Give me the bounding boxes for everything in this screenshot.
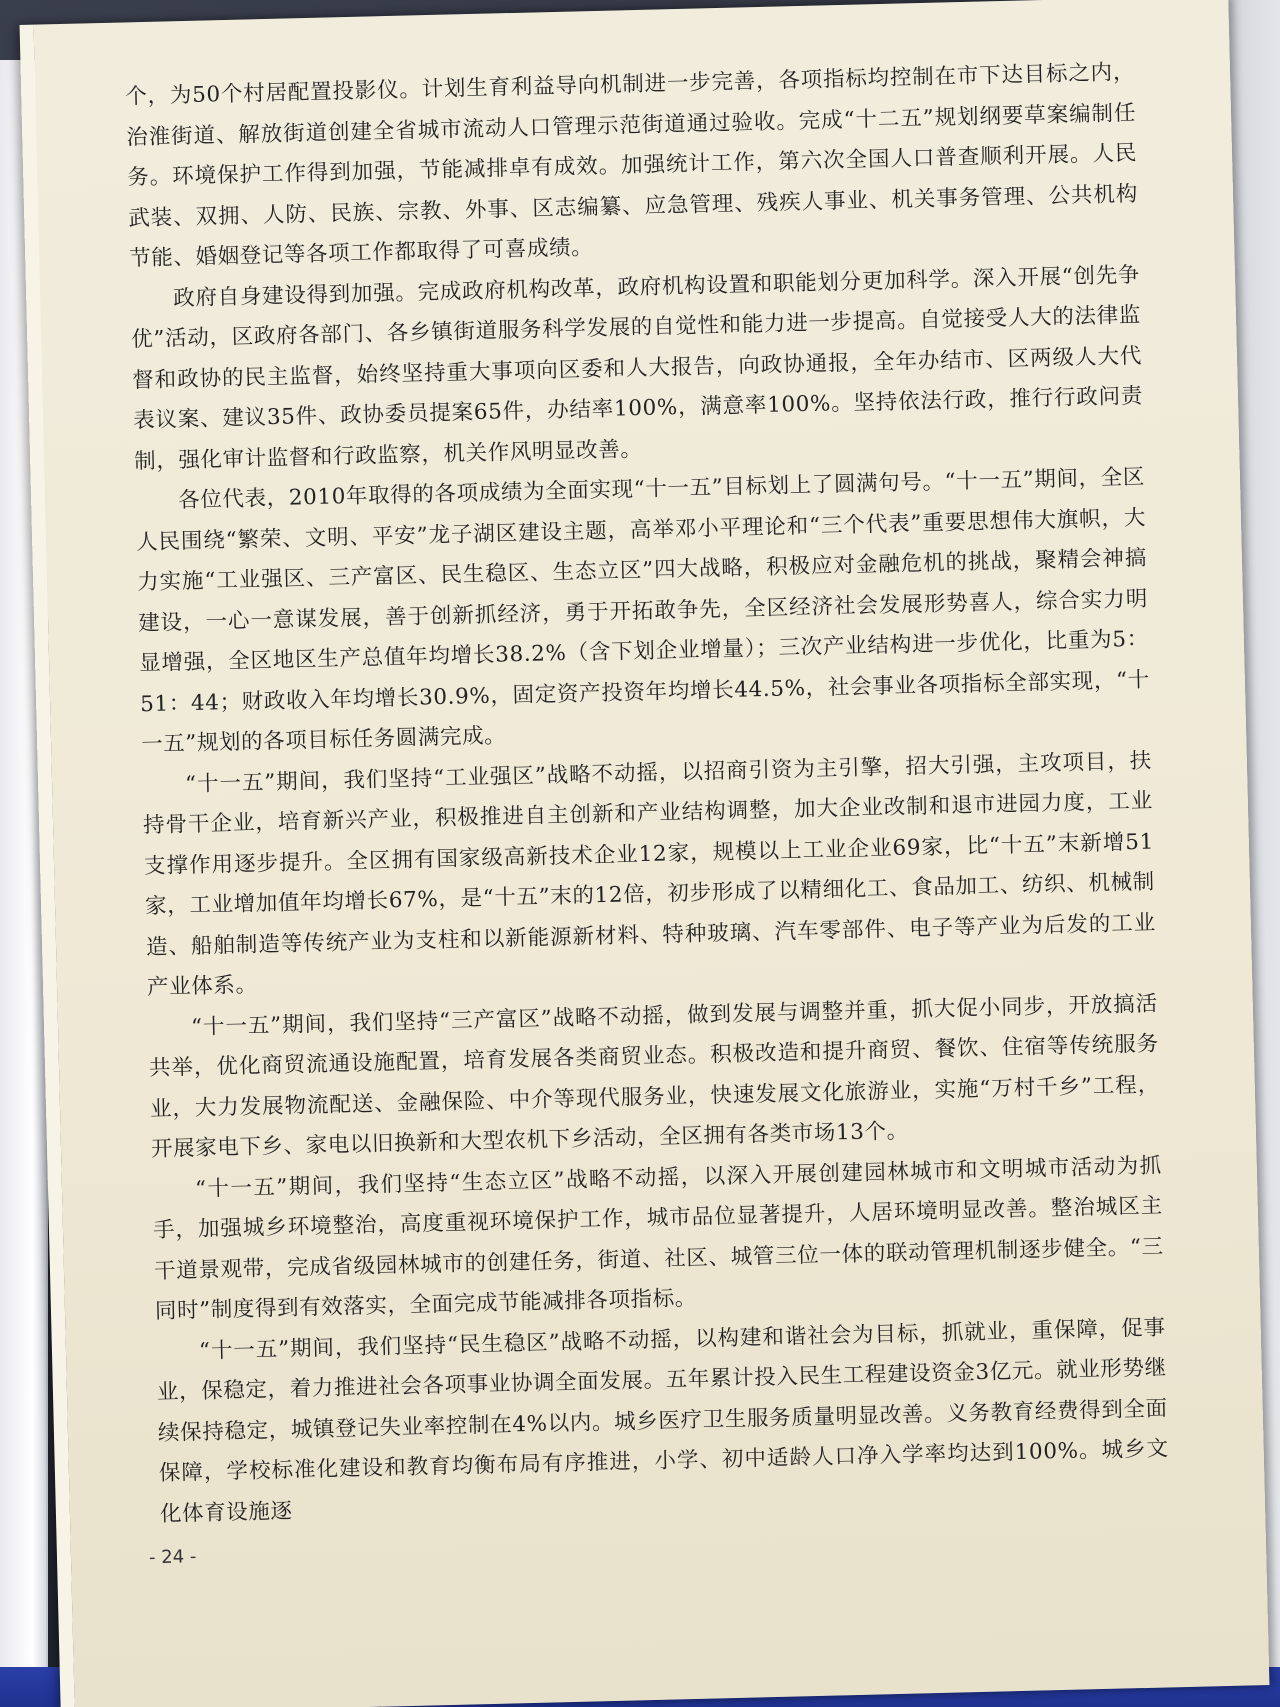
paragraph-3: 各位代表，2010年取得的各项成绩为全面实现“十一五”目标划上了圆满句号。“十一五”期间，全区人民围绕“繁荣、文明、平安”龙子湖区建设主题，高举邓小平理论和“三个代表”重要思想伟大旗帜，大力实施“工业强区、三产富区、民生稳区、生态立区”四大战略，积极应对金融危机的挑战，聚精会神搞建设，一心一意谋发展，善于创新抓经济，勇于开拓敢争先，全区经济社会发展形势喜人，综合实力明显增强，全区地区生产总值年均增长38.2%（含下划企业增量）；三次产业结构进一步优化，比重为5：51：44；财政收入年均增长30.9%，固定资产投资年均增长44.5%，社会事业各项指标全部实现，“十一五”规划的各项目标任务圆满完成。 bbox=[135, 464, 1151, 758]
paragraph-6: “十一五”期间，我们坚持“生态立区”战略不动摇，以深入开展创建园林城市和文明城市活动为抓手，加强城乡环境整治，高度重视环境保护工作，城市品位显著提升，人居环境明显改善。整治城区主干道景观带，完成省级园林城市的创建任务，街道、社区、城管三位一体的联动管理机制逐步健全。“三同时”制度得到有效落实，全面完成节能减排各项指标。 bbox=[152, 1152, 1165, 1325]
paragraph-7: “十一五”期间，我们坚持“民生稳区”战略不动摇，以构建和谐社会为目标，抓就业，重保障，促事业，保稳定，着力推进社会各项事业协调全面发展。五年累计投入民生工程建设资金3亿元。就业形势继续保持稳定，城镇登记失业率控制在4%以内。城乡医疗卫生服务质量明显改善。义务教育经费得到全面保障，学校标准化建设和教育均衡布局有序推进，小学、初中适龄人口净入学率均达到100%。城乡文化体育设施逐 bbox=[156, 1314, 1169, 1527]
paragraph-4: “十一五”期间，我们坚持“工业强区”战略不动摇，以招商引资为主引擎，招大引强，主攻项目，扶持骨干企业，培育新兴产业，积极推进自主创新和产业结构调整，加大企业改制和退市进园力度，工业支撑作用逐步提升。全区拥有国家级高新技术企业12家，规模以上工业企业69家，比“十五”末新增51家，工业增加值年均增长67%，是“十五”末的12倍，初步形成了以精细化工、食品加工、纺织、机械制造、船舶制造等传统产业为支柱和以新能源新材料、特种玻璃、汽车零部件、电子等产业为后发的工业产业体系。 bbox=[142, 748, 1157, 1001]
book-page bbox=[20, 0, 1270, 1707]
paragraph-2: 政府自身建设得到加强。完成政府机构改革，政府机构设置和职能划分更加科学。深入开展“创先争优”活动，区政府各部门、各乡镇街道服务科学发展的自觉性和能力进一步提高。自觉接受人大的法律监督和政协的民主监督，始终坚持重大事项向区委和人大报告，向政协通报，全年办结市、区两级人大代表议案、建议35件、政协委员提案65件，办结率100%，满意率100%。坚持依法行政，推行行政问责制，强化审计监督和行政监察，机关作风明显改善。 bbox=[130, 262, 1144, 474]
paragraph-1: 个，为50个村居配置投影仪。计划生育利益导向机制进一步完善，各项指标均控制在市下达目标之内，治淮街道、解放街道创建全省城市流动人口管理示范街道通过验收。完成“十二五”规划纲要草案编制任务。环境保护工作得到加强，节能减排卓有成效。加强统计工作，第六次全国人口普查顺利开展。人民武装、双拥、人防、民族、宗教、外事、区志编纂、应急管理、残疾人事业、机关事务管理、公共机构节能、婚姻登记等各项工作都取得了可喜成绩。 bbox=[125, 59, 1139, 272]
page-number: - 24 - bbox=[148, 1546, 197, 1569]
page-body-text bbox=[125, 53, 1170, 1535]
paragraph-5: “十一五”期间，我们坚持“三产富区”战略不动摇，做到发展与调整并重，抓大促小同步，开放搞活共举，优化商贸流通设施配置，培育发展各类商贸业态。积极改造和提升商贸、餐饮、住宿等传统服务业，大力发展物流配送、金融保险、中介等现代服务业，快速发展文化旅游业，实施“万村千乡”工程，开展家电下乡、家电以旧换新和大型农机下乡活动，全区拥有各类市场13个。 bbox=[148, 991, 1161, 1163]
